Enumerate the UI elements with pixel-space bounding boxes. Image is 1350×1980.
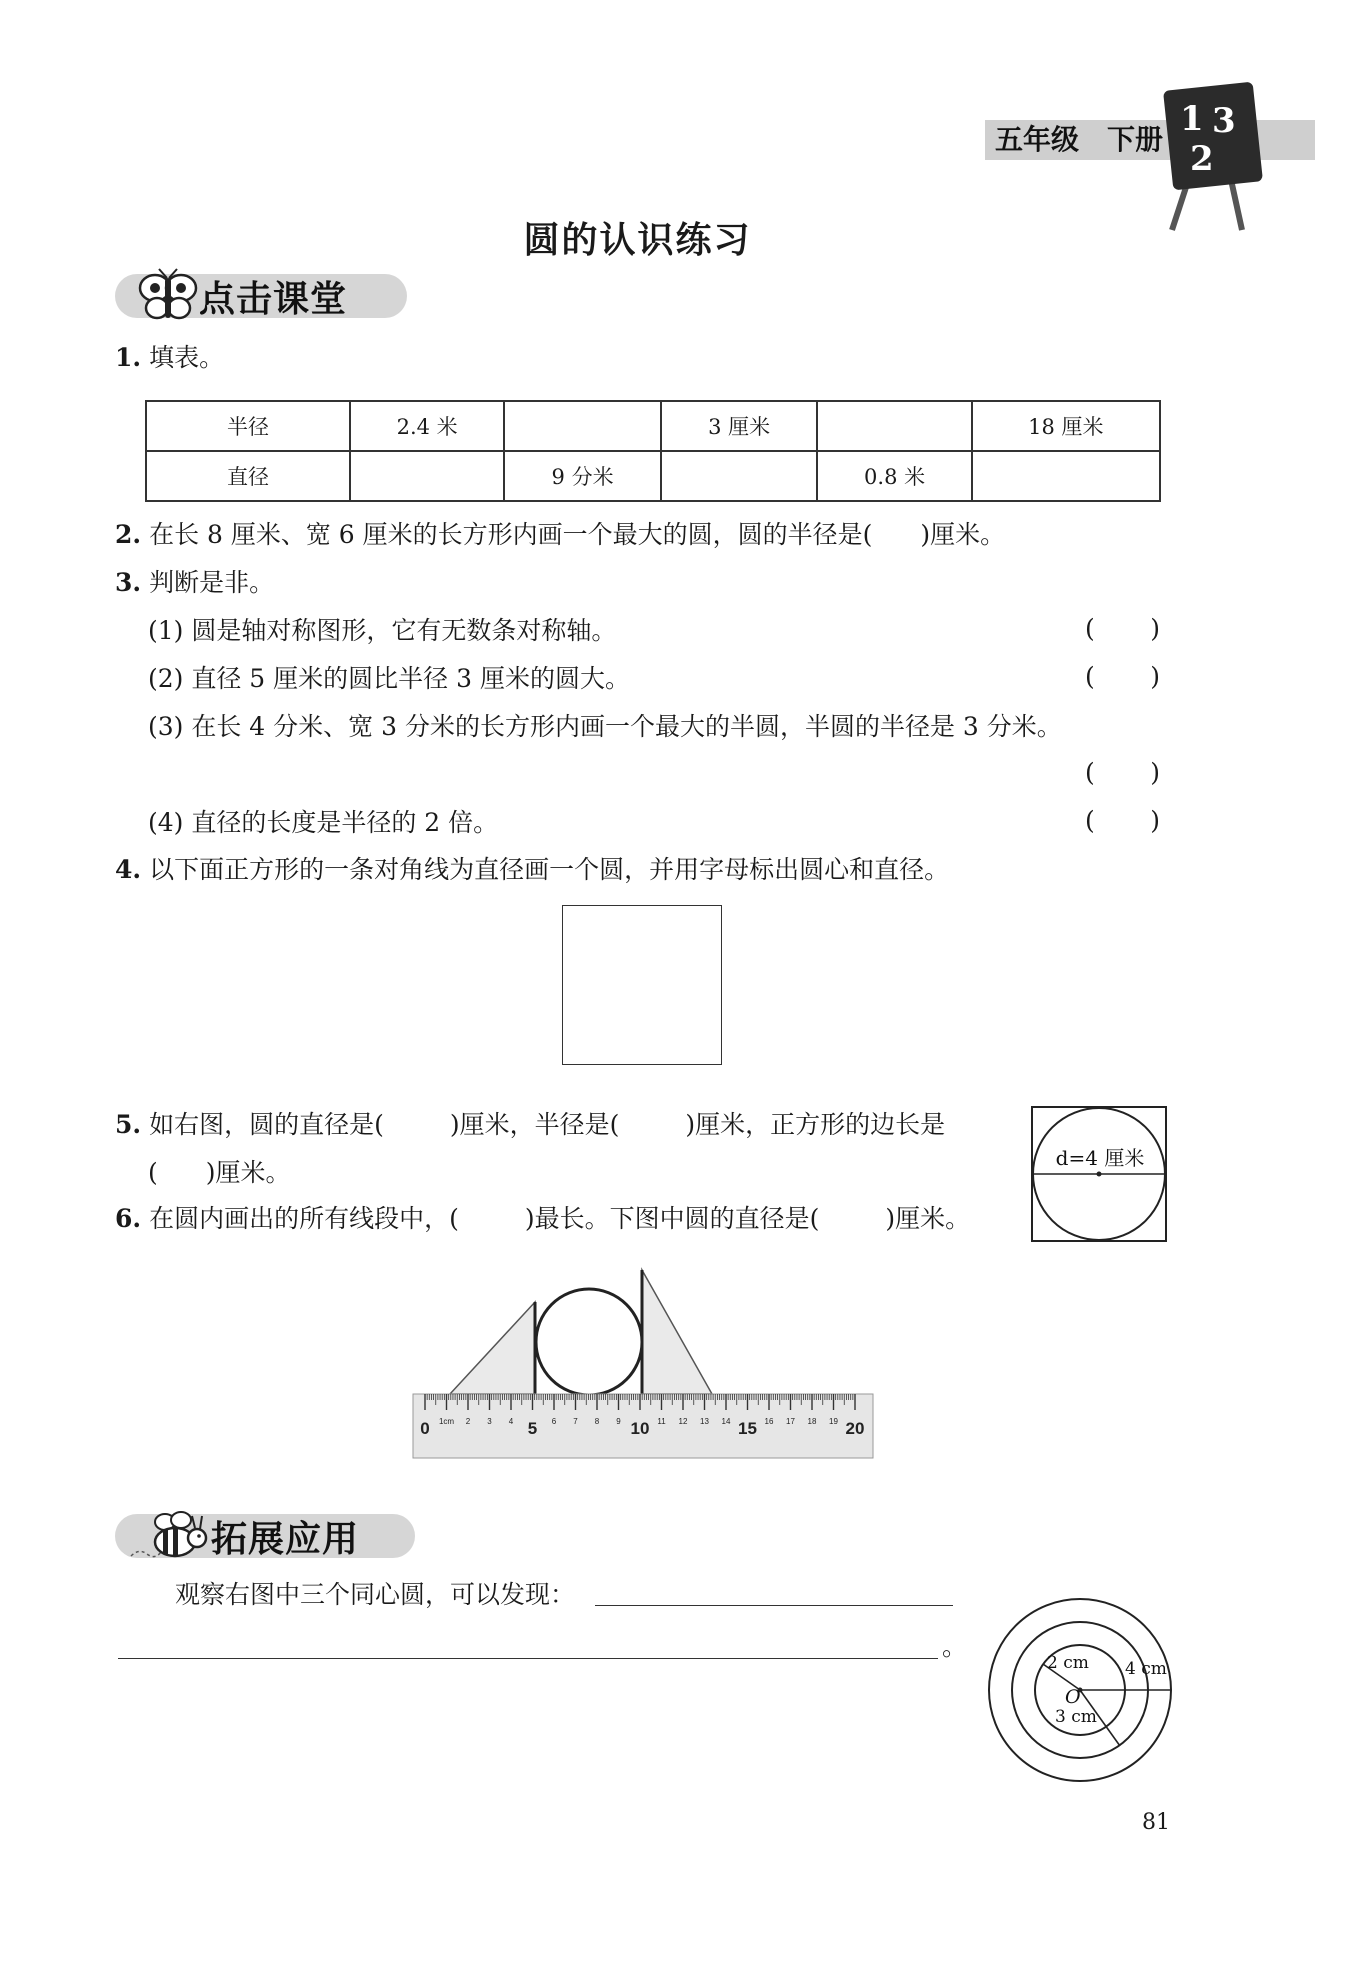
table-cell-blank[interactable] — [972, 451, 1160, 501]
q2-prompt: 2. 在长 8 厘米、宽 6 厘米的长方形内画一个最大的圆，圆的半径是( )厘米。 — [115, 520, 1006, 549]
q3-item-4: (4) 直径的长度是半径的 2 倍。 — [148, 808, 499, 837]
ruler-label: 11 — [657, 1417, 666, 1426]
q3-item-2: (2) 直径 5 厘米的圆比半径 3 厘米的圆大。 — [148, 664, 630, 693]
ruler-label: 15 — [738, 1419, 757, 1438]
q4-prompt: 4. 以下面正方形的一条对角线为直径画一个圆，并用字母标出圆心和直径。 — [115, 855, 950, 884]
section-title-1: 点击课堂 — [199, 278, 348, 320]
section-title-2: 拓展应用 — [211, 1518, 360, 1560]
logo-digit: 1 — [1180, 99, 1204, 139]
logo-digit: 3 — [1212, 101, 1236, 141]
q3-item-1: (1) 圆是轴对称图形，它有无数条对称轴。 — [148, 616, 617, 645]
table-cell: 9 分米 — [504, 451, 661, 501]
ruler-label: 16 — [764, 1417, 774, 1426]
ruler-label: 12 — [678, 1417, 688, 1426]
ruler-label: 20 — [845, 1419, 865, 1438]
table-cell-blank[interactable] — [817, 401, 971, 451]
header-grade: 五年级 下册 — [995, 123, 1164, 156]
table-cell: 半径 — [146, 401, 350, 451]
concentric-circles-figure — [985, 1595, 1175, 1785]
measured-circle — [536, 1289, 642, 1395]
q7-end: 。 — [942, 1632, 968, 1661]
ruler-label: 9 — [616, 1417, 621, 1426]
bee-icon — [129, 1508, 211, 1564]
diameter-label: d=4 厘米 — [1055, 1146, 1145, 1170]
ruler-label: 4 — [508, 1417, 514, 1426]
ruler-label: 5 — [527, 1419, 538, 1438]
circle-in-square-figure — [1030, 1105, 1170, 1245]
table-cell: 直径 — [146, 451, 350, 501]
table-cell: 2.4 米 — [350, 401, 504, 451]
set-square-left — [450, 1302, 535, 1394]
q5-prompt: 5. 如右图，圆的直径是( )厘米，半径是( )厘米，正方形的边长是 — [115, 1110, 946, 1139]
butterfly-icon — [137, 268, 199, 324]
table-row — [146, 451, 1160, 501]
table-cell-blank[interactable] — [504, 401, 661, 451]
ruler-label: 2 — [465, 1417, 471, 1426]
fill-table — [145, 400, 1161, 502]
q3-prompt: 3. 判断是非。 — [115, 568, 275, 597]
ruler-label: 17 — [786, 1417, 795, 1426]
table-cell: 18 厘米 — [972, 401, 1160, 451]
q7-prompt: 观察右图中三个同心圆，可以发现： — [175, 1580, 576, 1609]
q5-prompt-cont: ( )厘米。 — [148, 1158, 291, 1187]
judge-blank[interactable]: ( ) — [1085, 758, 1160, 787]
q3-item-3: (3) 在长 4 分米、宽 3 分米的长方形内画一个最大的半圆，半圆的半径是 3 分米。 — [148, 712, 1062, 741]
ruler-label: 18 — [807, 1417, 817, 1426]
page-number: 81 — [1142, 1810, 1170, 1835]
ruler-label: 3 — [487, 1417, 492, 1426]
judge-blank[interactable]: ( ) — [1085, 614, 1160, 643]
radius-label: 3 cm — [1055, 1707, 1097, 1727]
section-banner-2 — [115, 1508, 425, 1564]
judge-blank[interactable]: ( ) — [1085, 806, 1160, 835]
table-cell-blank[interactable] — [350, 451, 504, 501]
ruler-label: 0 — [420, 1419, 430, 1438]
ruler-label: 10 — [630, 1419, 650, 1438]
ruler-label: 7 — [573, 1417, 578, 1426]
table-cell: 0.8 米 — [817, 451, 971, 501]
ruler-figure — [410, 1262, 876, 1462]
q6-prompt: 6. 在圆内画出的所有线段中，( )最长。下图中圆的直径是( )厘米。 — [115, 1204, 971, 1233]
ruler-label: 6 — [551, 1417, 557, 1426]
judge-blank[interactable]: ( ) — [1085, 662, 1160, 691]
ruler-label: 1cm — [438, 1417, 455, 1426]
radius-label: 2 cm — [1047, 1653, 1089, 1673]
square-figure[interactable] — [562, 905, 722, 1065]
answer-line[interactable] — [595, 1605, 953, 1606]
table-cell-blank[interactable] — [661, 451, 818, 501]
q1-prompt: 1. 填表。 — [115, 343, 225, 372]
ruler-label: 13 — [700, 1417, 709, 1426]
ruler-label: 8 — [594, 1417, 600, 1426]
table-row — [146, 401, 1160, 451]
ruler-label: 19 — [829, 1417, 838, 1426]
center-label: O — [1065, 1686, 1081, 1708]
set-square-right — [642, 1270, 712, 1394]
logo-digit: 2 — [1190, 139, 1214, 179]
section-banner-1 — [115, 268, 415, 324]
answer-line[interactable] — [118, 1658, 938, 1659]
ruler-label: 14 — [721, 1417, 731, 1426]
page-title: 圆的认识练习 — [523, 220, 752, 261]
table-cell: 3 厘米 — [661, 401, 818, 451]
radius-label: 4 cm — [1125, 1659, 1167, 1679]
